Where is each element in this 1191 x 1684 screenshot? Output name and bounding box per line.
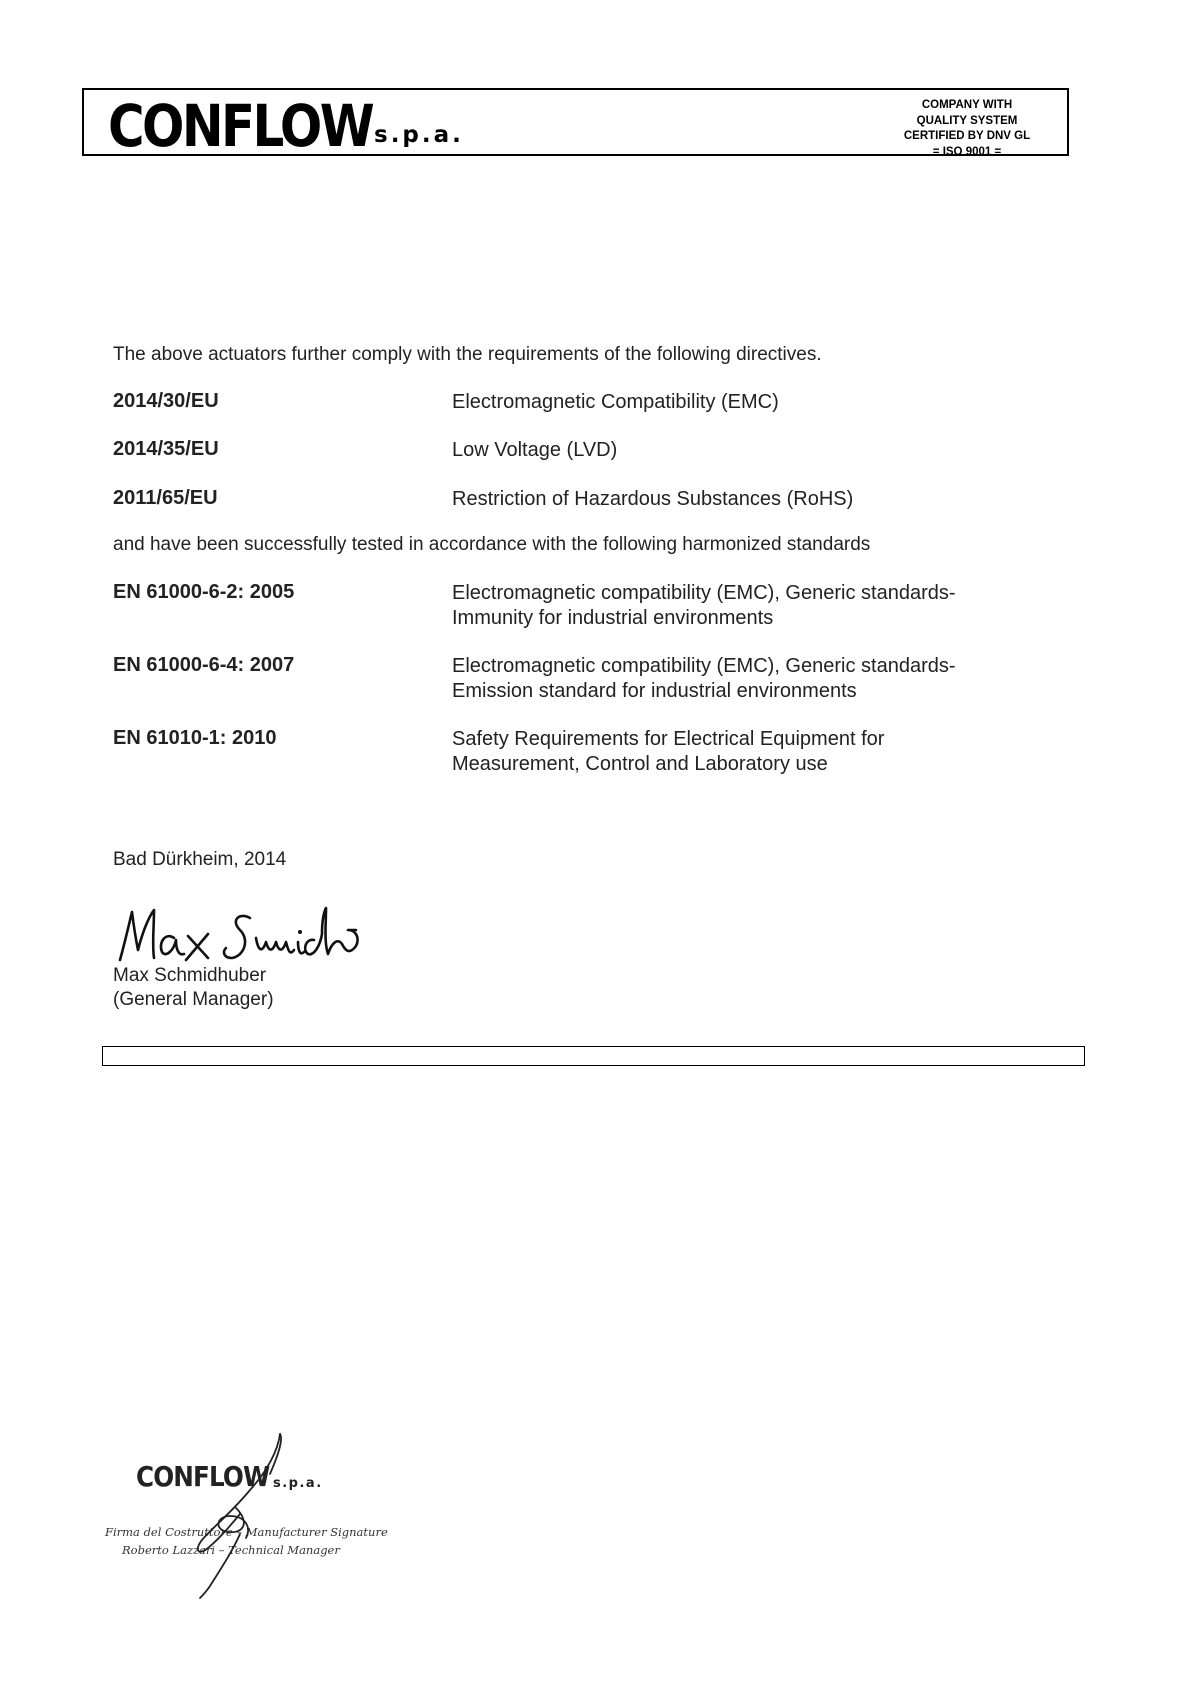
directive-desc: Restriction of Hazardous Substances (RoHS)	[452, 488, 854, 510]
stamp-signature	[100, 1430, 380, 1605]
signatory-role: (General Manager)	[113, 989, 274, 1010]
cert-line: CERTIFIED BY DNV GL	[903, 130, 1031, 142]
standard-code: EN 61000-6-4: 2007	[113, 654, 295, 676]
letterhead	[82, 88, 1069, 160]
place-date: Bad Dürkheim, 2014	[113, 849, 287, 870]
certification-notice	[887, 98, 1047, 154]
directive-desc: Low Voltage (LVD)	[452, 439, 618, 461]
standards-intro: and have been successfully tested in accordance with the following harmonized standards	[113, 534, 871, 555]
company-logo: CONFLOW	[108, 92, 373, 160]
directive-code: 2011/65/EU	[113, 487, 218, 509]
standard-desc-line: Electromagnetic compatibility (EMC), Generic standards-	[452, 655, 956, 677]
directives-intro: The above actuators further comply with the requirements of the following directives.	[113, 344, 822, 365]
stamp-caption: Firma del Costruttore – Manufacturer Signature	[105, 1525, 388, 1539]
standard-desc	[452, 654, 956, 704]
standard-desc	[452, 727, 884, 777]
empty-divider-box	[102, 1046, 1085, 1066]
cert-line: COMPANY WITH	[921, 99, 1013, 111]
cert-line: QUALITY SYSTEM	[916, 114, 1018, 127]
directive-code: 2014/35/EU	[113, 438, 219, 460]
standard-desc-line: Measurement, Control and Laboratory use	[452, 753, 828, 775]
handwritten-signature	[112, 898, 362, 968]
standard-code: EN 61000-6-2: 2005	[113, 581, 295, 603]
standard-desc-line: Emission standard for industrial environments	[452, 680, 857, 702]
signatory	[113, 964, 274, 1012]
manufacturer-stamp	[100, 1430, 388, 1605]
signatory-name: Max Schmidhuber	[113, 965, 267, 986]
standard-desc-line: Electromagnetic compatibility (EMC), Generic standards-	[452, 582, 956, 604]
standard-code: EN 61010-1: 2010	[113, 727, 277, 749]
stamp-logo-suffix: s.p.a.	[273, 1476, 323, 1491]
stamp-logo: CONFLOW	[136, 1460, 270, 1493]
standard-desc	[452, 581, 956, 631]
standard-desc-line: Safety Requirements for Electrical Equipment for	[452, 728, 885, 750]
directive-code: 2014/30/EU	[113, 390, 219, 412]
directive-desc: Electromagnetic Compatibility (EMC)	[452, 391, 779, 413]
stamp-signer: Roberto Lazzari – Technical Manager	[122, 1543, 340, 1557]
cert-line: = ISO 9001 =	[932, 145, 1002, 154]
standard-desc-line: Immunity for industrial environments	[452, 607, 774, 629]
company-logo-suffix: s.p.a.	[374, 122, 464, 148]
